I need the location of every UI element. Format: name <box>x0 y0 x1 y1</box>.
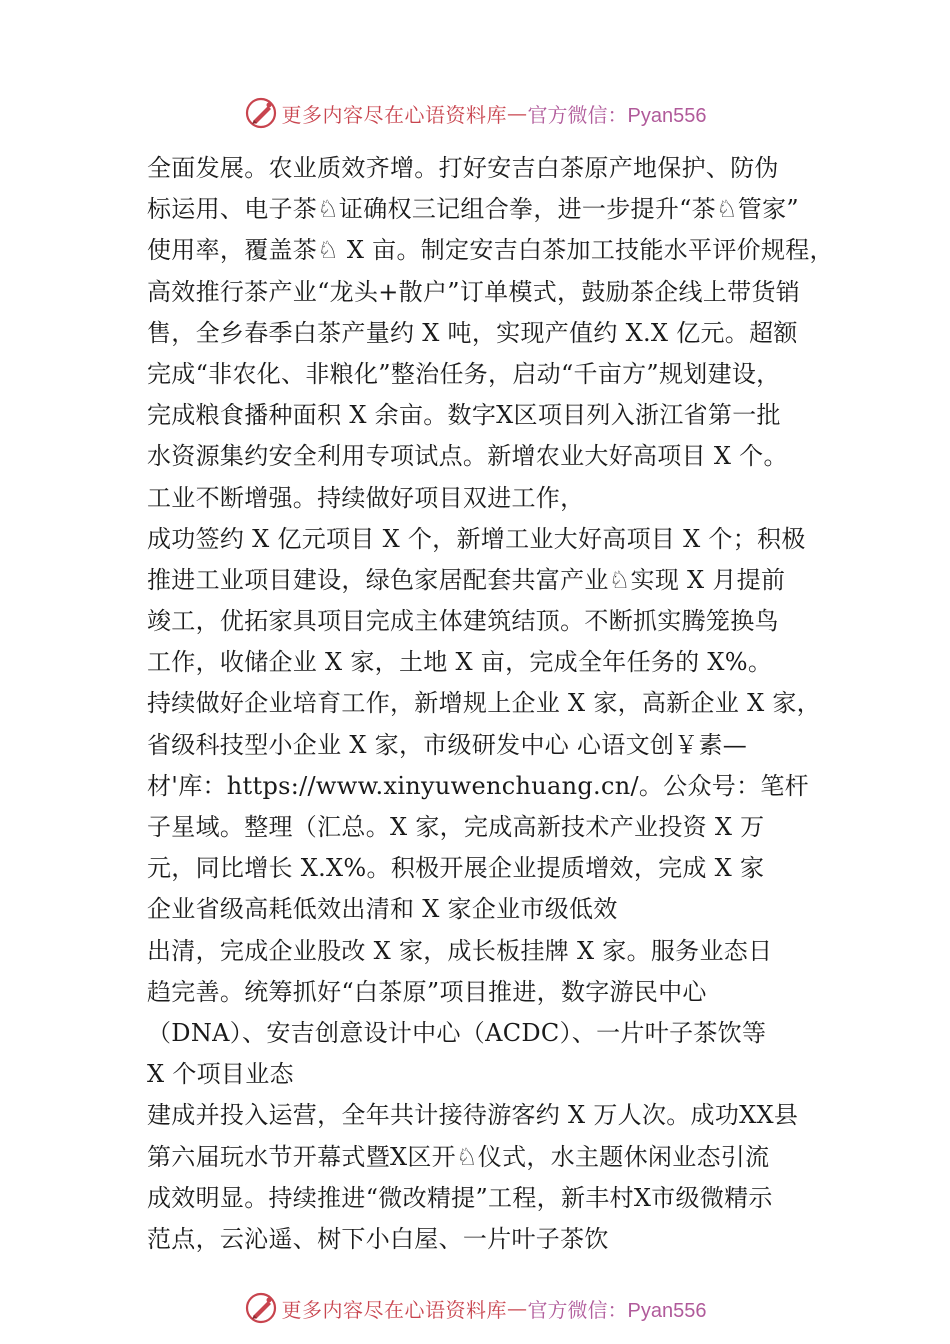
watermark-footer <box>0 1288 950 1328</box>
body-line: 完成粮食播种面积 X 余亩。数字X区项目列入浙江省第一批 <box>147 401 781 430</box>
document-body <box>147 148 847 1260</box>
body-line: 成功签约 X 亿元项目 X 个，新增工业大好高项目 X 个；积极 <box>147 524 806 553</box>
body-line: 工业不断增强。持续做好项目双进工作， <box>147 483 585 512</box>
body-line: 推进工业项目建设，绿色家居配套共富产业♘实现 X 月提前 <box>147 565 786 594</box>
body-line: 成效明显。持续推进“微改精提”工程，新丰村X市级微精示 <box>147 1183 773 1212</box>
brush-pen-logo-icon <box>244 1291 278 1325</box>
body-line: 水资源集约安全利用专项试点。新增农业大好高项目 X 个。 <box>147 442 788 471</box>
body-line: X 个项目业态 <box>147 1060 294 1089</box>
watermark-wechat-text: 官方微信：Pyan556 <box>527 1299 707 1322</box>
body-line: 第六届玩水节开幕式暨X区开♘仪式，水主题休闲业态引流 <box>147 1142 770 1171</box>
body-line: 范点，云沁遥、树下小白屋、一片叶子茶饮 <box>147 1224 609 1253</box>
watermark-wechat-text: 官方微信：Pyan556 <box>527 104 707 127</box>
body-line: 高效推行茶产业“龙头+散户”订单模式，鼓励茶企线上带货销 <box>147 277 801 306</box>
body-line: 趋完善。统筹抓好“白茶原”项目推进，数字游民中心 <box>147 977 707 1006</box>
watermark-main-text: 更多内容尽在心语资料库 <box>281 1297 508 1322</box>
watermark-dash: — <box>507 101 528 125</box>
body-line: 标运用、电子茶♘证确权三记组合拳，进一步提升“茶♘管家” <box>147 195 799 224</box>
watermark-header <box>0 93 950 133</box>
body-line: 出清，完成企业股改 X 家，成长板挂牌 X 家。服务业态日 <box>147 936 773 965</box>
body-line: 元，同比增长 X.X%。积极开展企业提质增效，完成 X 家 <box>147 854 765 883</box>
body-line: 省级科技型小企业 X 家，市级研发中心 心语文创￥素— <box>147 730 748 759</box>
brush-pen-logo-icon <box>244 96 278 130</box>
body-line: 工作，收储企业 X 家，土地 X 亩，完成全年任务的 X%。 <box>147 648 773 677</box>
body-line: 建成并投入运营，全年共计接待游客约 X 万人次。成功XX县 <box>147 1101 799 1130</box>
body-line: 售，全乡春季白茶产量约 X 吨，实现产值约 X.X 亿元。超额 <box>147 318 798 347</box>
body-line: 全面发展。农业质效齐增。打好安吉白茶原产地保护、防伪 <box>147 154 779 182</box>
body-line: 使用率，覆盖茶♘ X 亩。制定安吉白茶加工技能水平评价规程， <box>147 236 834 265</box>
watermark-main-text: 更多内容尽在心语资料库 <box>281 102 508 127</box>
body-line: 材'库：https://www.xinyuwenchuang.cn/。公众号：笔杆 <box>147 771 809 800</box>
body-line: 企业省级高耗低效出清和 X 家企业市级低效 <box>147 895 618 924</box>
body-line: 竣工，优拓家具项目完成主体建筑结顶。不断抓实腾笼换鸟 <box>147 607 779 636</box>
body-line: （DNA）、安吉创意设计中心（ACDC）、一片叶子茶饮等 <box>147 1018 767 1047</box>
body-line: 持续做好企业培育工作，新增规上企业 X 家，高新企业 X 家， <box>147 689 821 718</box>
watermark-dash: — <box>507 1296 528 1320</box>
body-line: 子星域。整理（汇总。X 家，完成高新技术产业投资 X 万 <box>147 813 765 841</box>
body-line: 完成“非农化、非粮化”整治任务，启动“千亩方”规划建设， <box>147 359 781 388</box>
